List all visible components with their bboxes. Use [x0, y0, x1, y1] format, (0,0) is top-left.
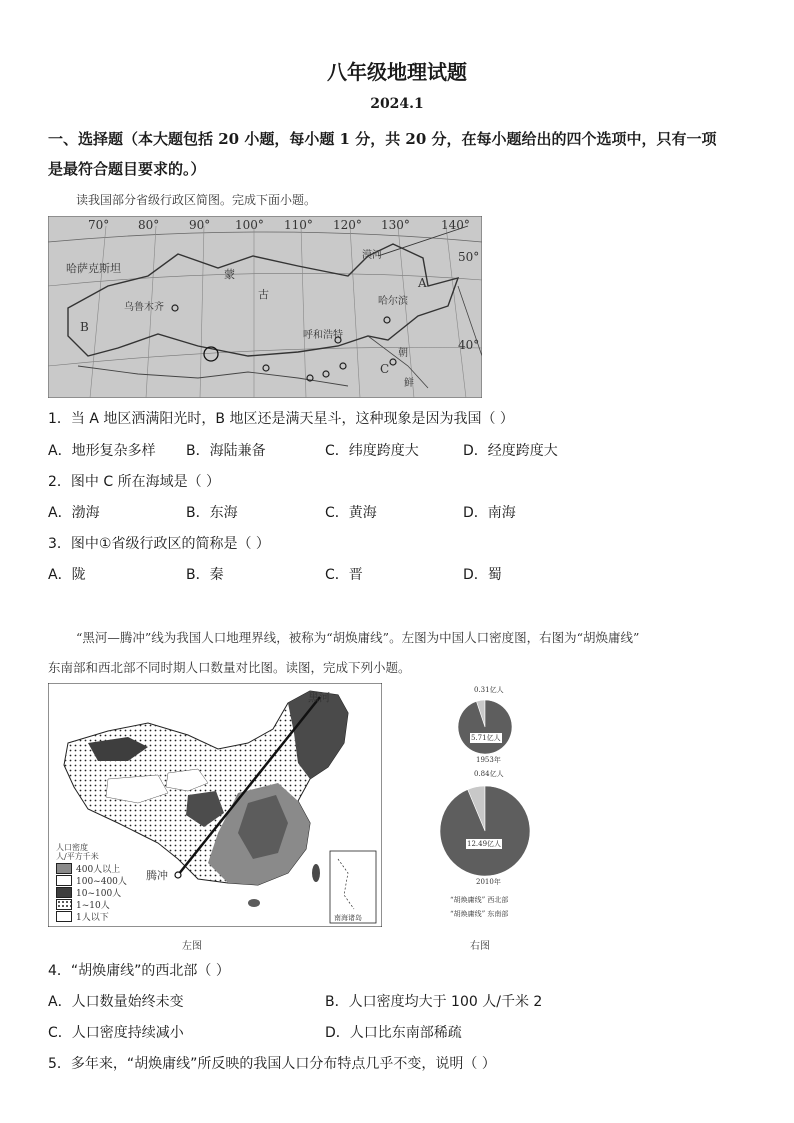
population-pie-charts: [430, 683, 540, 933]
q2-option-b[interactable]: B．东海: [186, 505, 238, 521]
legend-swatch: [56, 899, 72, 910]
label-b: B: [80, 320, 89, 334]
label-xian: 鲜: [404, 378, 414, 389]
legend-swatch: [56, 911, 72, 922]
lon-70: 70°: [88, 218, 110, 232]
lon-140: 140°: [441, 218, 470, 232]
label-gu: 古: [258, 288, 269, 301]
lon-100: 100°: [235, 218, 264, 232]
q1-option-b[interactable]: B．海陆兼备: [186, 443, 266, 459]
q2-option-d[interactable]: D．南海: [463, 505, 516, 521]
q4-option-a[interactable]: A．人口数量始终未变: [48, 994, 184, 1010]
group2-intro-line2: 东南部和西北部不同时期人口数量对比图。读图，完成下列小题。: [48, 660, 411, 675]
pie-1953-year: 1953年: [476, 756, 501, 764]
page-title: 八年级地理试题: [327, 60, 467, 84]
pie-2010-label-se: 12.49亿人: [467, 840, 502, 848]
q2-option-c[interactable]: C．黄海: [325, 505, 377, 521]
label-harbin: 哈尔滨: [378, 296, 408, 307]
pie-1953-label-nw: 0.31亿人: [474, 686, 504, 694]
density-legend: [56, 843, 136, 922]
section-heading-line2: 是最符合题目要求的。）: [48, 160, 206, 178]
legend-item: [56, 910, 136, 922]
left-figure-caption: 左图: [182, 941, 202, 952]
label-urumqi: 乌鲁木齐: [124, 302, 164, 313]
legend-unit: 人/平方千米: [56, 852, 99, 861]
q4-option-c[interactable]: C．人口密度持续减小: [48, 1025, 184, 1041]
q3-option-b[interactable]: B．秦: [186, 567, 224, 583]
lon-110: 110°: [284, 218, 313, 232]
label-hohhot: 呼和浩特: [303, 330, 343, 341]
question-2: 2．图中 C 所在海域是（ ）: [48, 474, 221, 490]
q3-option-d[interactable]: D．蜀: [463, 567, 502, 583]
q2-option-a[interactable]: A．渤海: [48, 505, 100, 521]
question-5: 5．多年来，“胡焕庸线”所反映的我国人口分布特点几乎不变，说明（ ）: [48, 1056, 496, 1072]
pie-2010-year: 2010年: [476, 878, 501, 886]
section-heading: [48, 124, 748, 184]
q3-option-c[interactable]: C．晋: [325, 567, 363, 583]
legend-label: 10~100人: [76, 888, 122, 899]
label-tengchong: 腾冲: [146, 869, 168, 882]
legend-item: [56, 886, 136, 898]
pie-2010-label-nw: 0.84亿人: [474, 770, 504, 778]
exam-date: 2024.1: [370, 96, 424, 112]
lon-90: 90°: [189, 218, 211, 232]
q3-option-a[interactable]: A．陇: [48, 567, 86, 583]
label-south-sea-islands: 南海诸岛: [334, 914, 362, 922]
label-kazakhstan: 哈萨克斯坦: [66, 262, 121, 275]
legend-label: 400人以上: [76, 864, 121, 875]
legend-swatch: [56, 863, 72, 874]
pie-slice-southeast: [458, 700, 512, 754]
label-meng: 蒙: [224, 268, 235, 281]
legend-item: [56, 898, 136, 910]
pie-legend-nw: “胡焕庸线” 西北部: [450, 896, 509, 904]
label-a: A: [418, 276, 427, 290]
legend-swatch: [56, 887, 72, 898]
lat-50: 50°: [458, 250, 480, 264]
province-map-figure: [48, 216, 482, 398]
legend-label: 1人以下: [76, 912, 109, 923]
q1-option-d[interactable]: D．经度跨度大: [463, 443, 558, 459]
q1-option-c[interactable]: C．纬度跨度大: [325, 443, 419, 459]
label-mohe: 漠河: [362, 250, 382, 261]
label-chao: 朝: [398, 348, 408, 359]
question-3: 3．图中①省级行政区的简称是（ ）: [48, 536, 270, 552]
legend-item: [56, 874, 136, 886]
province-map: [48, 216, 482, 398]
section-heading-line1: 一、选择题（本大题包括 20 小题，每小题 1 分，共 20 分，在每小题给出的四个选项中，只有一项: [48, 130, 717, 148]
q1-option-a[interactable]: A．地形复杂多样: [48, 443, 156, 459]
group2-intro-line1: “黑河—腾冲”线为我国人口地理界线，被称为“胡焕庸线”。左图为中国人口密度图，右图为“胡焕庸线”: [76, 630, 640, 645]
group1-intro: 读我国部分省级行政区简图。完成下面小题。: [76, 193, 317, 207]
population-density-map: [48, 683, 382, 927]
question-1: 1．当 A 地区洒满阳光时，B 地区还是满天星斗，这种现象是因为我国（ ）: [48, 411, 514, 427]
legend-label: 100~400人: [76, 876, 127, 887]
q4-option-d[interactable]: D．人口比东南部稀疏: [325, 1025, 462, 1041]
pie-legend-se: “胡焕庸线” 东南部: [450, 910, 509, 918]
question-4: 4．“胡焕庸线”的西北部（ ）: [48, 963, 230, 979]
legend-label: 1~10人: [76, 900, 110, 911]
legend-title: 人口密度: [56, 843, 88, 852]
lat-40: 40°: [458, 338, 480, 352]
legend-swatch: [56, 875, 72, 886]
right-figure-caption: 右图: [470, 941, 490, 952]
pie-slice-southeast: [440, 786, 530, 876]
legend-item: [56, 862, 136, 874]
lon-80: 80°: [138, 218, 160, 232]
pie-1953-label-se: 5.71亿人: [471, 734, 501, 742]
lon-120: 120°: [333, 218, 362, 232]
q4-option-b[interactable]: B．人口密度均大于 100 人/千米 2: [325, 994, 543, 1010]
label-heihe: 黑河: [308, 691, 330, 704]
lon-130: 130°: [381, 218, 410, 232]
label-c: C: [380, 362, 390, 376]
